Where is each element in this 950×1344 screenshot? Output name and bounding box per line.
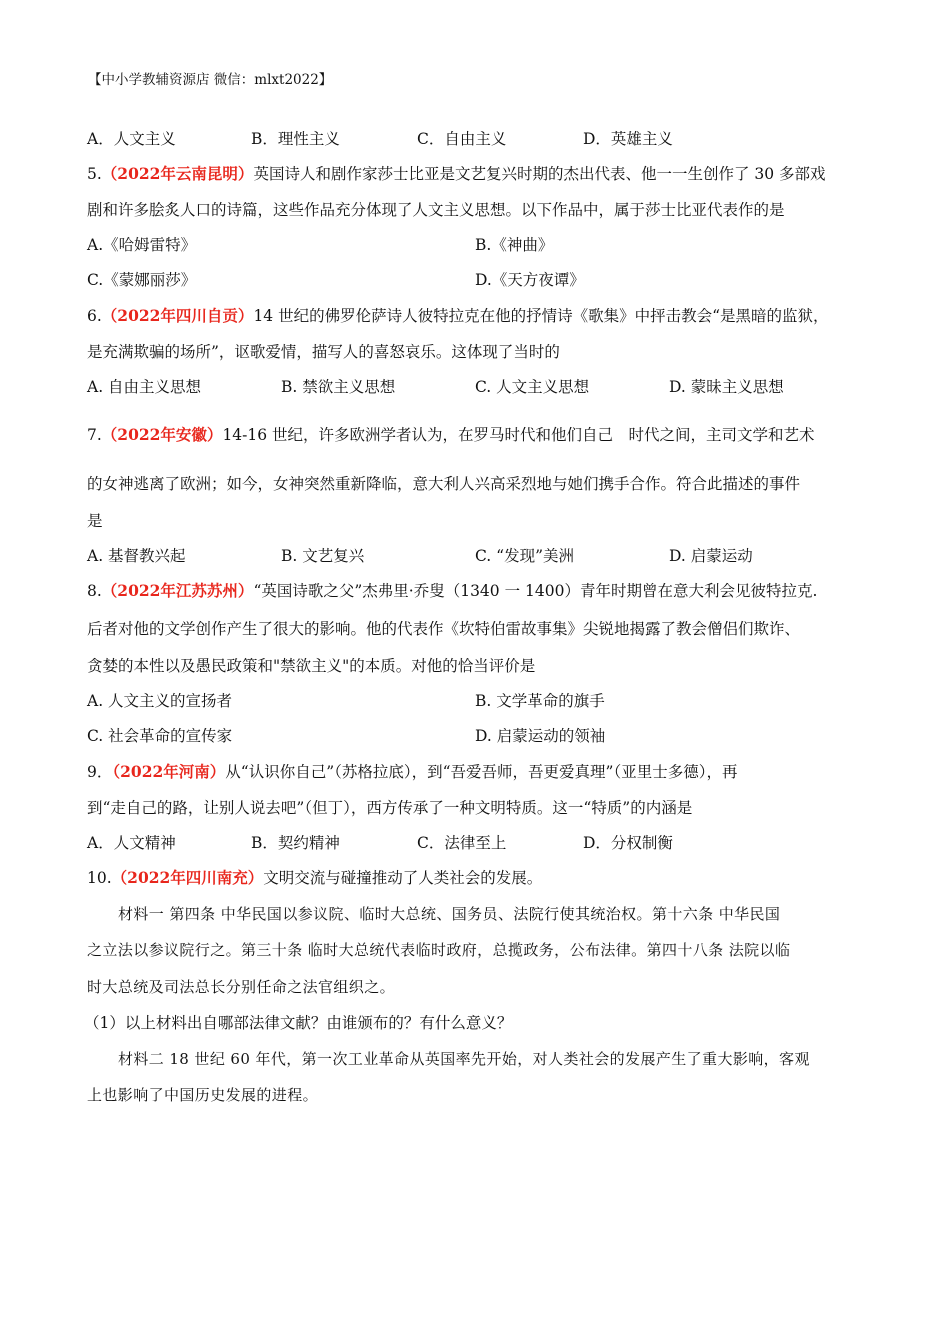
q6-option-b[interactable]: B. 禁欲主义思想 bbox=[281, 378, 396, 396]
q8-option-d[interactable]: D. 启蒙运动的领袖 bbox=[475, 727, 606, 745]
q5-option-b[interactable]: B.《神曲》 bbox=[475, 236, 554, 254]
q6-stem-line-1 bbox=[87, 306, 829, 326]
q5-stem-line-2: 剧和许多脍炙人口的诗篇，这些作品充分体现了人文主义思想。以下作品中，属于莎士比亚代表作的是 bbox=[87, 201, 785, 219]
q8-stem-line-3: 贪婪的本性以及愚民政策和"禁欲主义"的本质。对他的恰当评价是 bbox=[87, 657, 536, 675]
q7-source: （2022年安徽） bbox=[101, 425, 223, 444]
q6-source: （2022年四川自贡） bbox=[101, 306, 254, 325]
q7-option-d[interactable]: D. 启蒙运动 bbox=[669, 547, 753, 565]
q9-option-b[interactable]: B．契约精神 bbox=[251, 834, 340, 852]
q8-option-a[interactable]: A. 人文主义的宣扬者 bbox=[87, 692, 233, 710]
q5-option-c[interactable]: C.《蒙娜丽莎》 bbox=[87, 271, 197, 289]
q8-option-b[interactable]: B. 文学革命的旗手 bbox=[475, 692, 605, 710]
q6-number: 6. bbox=[87, 307, 102, 325]
q7-option-b[interactable]: B. 文艺复兴 bbox=[281, 547, 365, 565]
q4-option-a[interactable]: A．人文主义 bbox=[87, 130, 176, 148]
q6-option-d[interactable]: D. 蒙昧主义思想 bbox=[669, 378, 784, 396]
q8-text-1: “英国诗歌之父”杰弗里·乔叟（1340 一 1400）青年时期曾在意大利会见彼特拉克. bbox=[253, 582, 818, 600]
q10-number: 10. bbox=[87, 869, 112, 887]
q7-stem-line-1 bbox=[87, 425, 815, 445]
q4-option-d[interactable]: D．英雄主义 bbox=[583, 130, 673, 148]
q6-option-a[interactable]: A. 自由主义思想 bbox=[87, 378, 202, 396]
q10-subquestion-1: （1）以上材料出自哪部法律文献？由谁颁布的？有什么意义？ bbox=[84, 1014, 513, 1032]
q5-option-a[interactable]: A.《哈姆雷特》 bbox=[87, 236, 197, 254]
q7-stem-line-3: 是 bbox=[87, 512, 103, 530]
q5-option-d[interactable]: D.《天方夜谭》 bbox=[475, 271, 585, 289]
q10-stem-line bbox=[87, 868, 542, 888]
q8-stem-line-1 bbox=[87, 581, 817, 601]
q4-option-b[interactable]: B．理性主义 bbox=[251, 130, 340, 148]
q5-source: （2022年云南昆明） bbox=[101, 164, 254, 183]
q9-source: （2022年河南） bbox=[112, 762, 226, 781]
q6-text-1: 14 世纪的佛罗伦萨诗人彼特拉克在他的抒情诗《歌集》中抨击教会“是黑暗的监狱， bbox=[253, 307, 829, 325]
q5-text-1: 英国诗人和剧作家莎士比亚是文艺复兴时期的杰出代表、他一一生创作了 30 多部戏 bbox=[253, 165, 826, 183]
q7-stem-line-2: 的女神逃离了欧洲；如今，女神突然重新降临，意大利人兴高采烈地与她们携手合作。符合此描述的事件 bbox=[87, 475, 801, 493]
q9-text-1: 从“认识你自己”（苏格拉底），到“吾爱吾师，吾更爱真理”（亚里士多德），再 bbox=[225, 763, 738, 781]
q5-number: 5. bbox=[87, 165, 102, 183]
q4-option-c[interactable]: C．自由主义 bbox=[417, 130, 507, 148]
q8-number: 8. bbox=[87, 582, 102, 600]
q7-text-1: 14-16 世纪，许多欧洲学者认为，在罗马时代和他们自己 时代之间，主司文学和艺术 bbox=[222, 426, 815, 444]
q10-intro: 文明交流与碰撞推动了人类社会的发展。 bbox=[263, 869, 543, 887]
q10-material2-line-1: 材料二 18 世纪 60 年代，第一次工业革命从英国率先开始，对人类社会的发展产生了重大影响，客观 bbox=[118, 1050, 810, 1068]
header-watermark: 【中小学教辅资源店 微信：mlxt2022】 bbox=[88, 72, 333, 88]
q5-stem-line-1 bbox=[87, 164, 826, 184]
q10-source: （2022年四川南充） bbox=[111, 868, 264, 887]
q9-number: 9． bbox=[87, 763, 113, 781]
q9-option-d[interactable]: D．分权制衡 bbox=[583, 834, 673, 852]
q9-stem-line-2: 到“走自己的路，让别人说去吧”（但丁），西方传承了一种文明特质。这一“特质”的内涵是 bbox=[87, 799, 693, 817]
q8-stem-line-2: 后者对他的文学创作产生了很大的影响。他的代表作《坎特伯雷故事集》尖锐地揭露了教会僧侣们欺诈、 bbox=[87, 620, 801, 638]
q7-option-c[interactable]: C. “发现”美洲 bbox=[475, 547, 575, 565]
q8-option-c[interactable]: C. 社会革命的宣传家 bbox=[87, 727, 233, 745]
q8-source: （2022年江苏苏州） bbox=[101, 581, 254, 600]
q7-option-a[interactable]: A. 基督教兴起 bbox=[87, 547, 186, 565]
q10-material1-line-2: 之立法以参议院行之。第三十条 临时大总统代表临时政府，总揽政务，公布法律。第四十八条 法院以临 bbox=[87, 941, 791, 959]
q6-option-c[interactable]: C. 人文主义思想 bbox=[475, 378, 590, 396]
q10-material1-line-3: 时大总统及司法总长分别任命之法官组织之。 bbox=[87, 978, 396, 996]
q9-stem-line-1 bbox=[87, 762, 737, 782]
q10-material2-line-2: 上也影响了中国历史发展的进程。 bbox=[87, 1086, 319, 1104]
q6-stem-line-2: 是充满欺骗的场所”，讴歌爱情，描写人的喜怒哀乐。这体现了当时的 bbox=[87, 343, 560, 361]
q7-number: 7. bbox=[87, 426, 102, 444]
q10-material1-line-1: 材料一 第四条 中华民国以参议院、临时大总统、国务员、法院行使其统治权。第十六条 中华民国 bbox=[118, 905, 781, 923]
q9-option-a[interactable]: A．人文精神 bbox=[87, 834, 176, 852]
q9-option-c[interactable]: C．法律至上 bbox=[417, 834, 507, 852]
